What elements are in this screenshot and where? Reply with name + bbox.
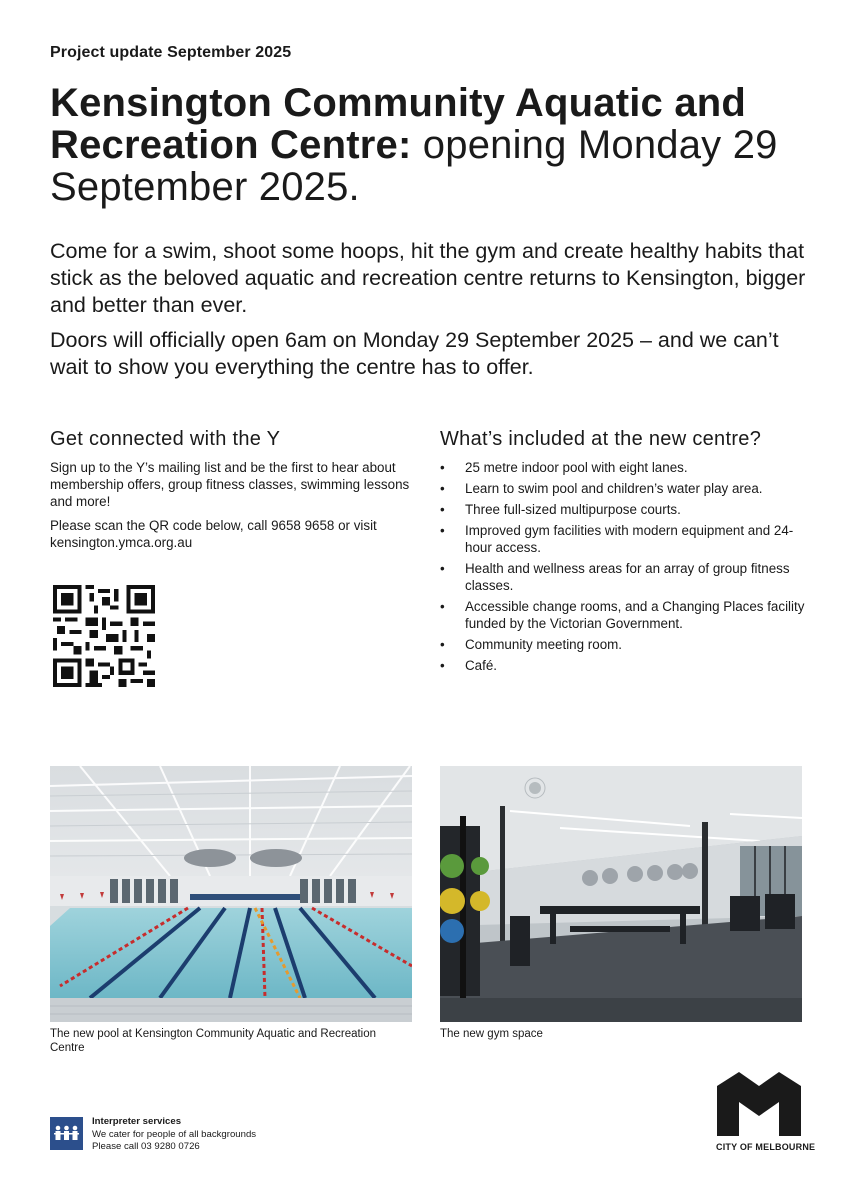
list-item-text: Three full-sized multipurpose courts. <box>465 502 681 517</box>
intro-paragraph-2: Doors will officially open 6am on Monday 29 September 2025 – and we can’t wait to show you everything the centre has to offer. <box>50 328 779 379</box>
city-of-melbourne-label: CITY OF MELBOURNE <box>716 1142 816 1152</box>
intro-paragraph-1: Come for a swim, shoot some hoops, hit the gym and create healthy habits that stick as the beloved aquatic and recreation centre returns to Kensington, bigger and better than ever. <box>50 239 806 317</box>
list-item-text: Improved gym facilities with modern equipment and 24-hour access. <box>465 523 794 555</box>
bullet: • <box>440 481 445 496</box>
list-item <box>440 522 810 556</box>
list-item <box>440 480 810 497</box>
list-item <box>440 636 810 653</box>
bullet: • <box>440 599 445 614</box>
list-item-text: Community meeting room. <box>465 637 623 652</box>
intro <box>50 238 810 389</box>
pool-photo <box>50 766 412 1022</box>
list-item <box>440 501 810 518</box>
interpreter-title: Interpreter services <box>92 1116 182 1127</box>
gym-photo <box>440 766 802 1022</box>
list-item-text: Learn to swim pool and children’s water play area. <box>465 481 763 496</box>
qr-code[interactable] <box>53 585 155 687</box>
bullet: • <box>440 460 445 475</box>
city-of-melbourne-logo-icon <box>717 1072 801 1136</box>
feature-list <box>440 459 810 674</box>
included-heading: What’s included at the new centre? <box>440 428 762 450</box>
page-title <box>50 82 810 208</box>
list-item <box>440 657 810 674</box>
interpreter-line-2: Please call 03 9280 0726 <box>92 1141 200 1152</box>
interpreter-line-1: We cater for people of all backgrounds <box>92 1128 257 1140</box>
eyebrow: Project update September 2025 <box>50 44 292 61</box>
pool-caption: The new pool at Kensington Community Aquatic and Recreation Centre <box>50 1028 377 1054</box>
gym-caption: The new gym space <box>440 1028 543 1040</box>
list-item-text: Health and wellness areas for an array of group fitness classes. <box>465 561 790 593</box>
bullet: • <box>440 523 445 538</box>
connect-paragraph-1: Sign up to the Y’s mailing list and be the first to hear about membership offers, group fitness classes, swimming lessons and more! <box>50 460 410 509</box>
title-bold: Kensington Community Aquatic and Recreation Centre: <box>50 81 747 167</box>
list-item <box>440 598 810 632</box>
connect-heading: Get connected with the Y <box>50 428 281 450</box>
connect-paragraph-2: Please scan the QR code below, call 9658 9658 or visit kensington.ymca.org.au <box>50 518 377 550</box>
list-item-text: Café. <box>465 658 498 673</box>
bullet: • <box>440 561 445 576</box>
connect-section <box>50 426 415 551</box>
list-item-text: 25 metre indoor pool with eight lanes. <box>465 460 688 475</box>
list-item <box>440 459 810 476</box>
list-item <box>440 560 810 594</box>
included-section <box>440 426 810 678</box>
bullet: • <box>440 658 445 673</box>
list-item-text: Accessible change rooms, and a Changing Places facility funded by the Victorian Government. <box>465 599 805 631</box>
interpreter-people-icon <box>50 1117 83 1150</box>
title-light: opening Monday 29 September 2025. <box>50 123 778 209</box>
bullet: • <box>440 637 445 652</box>
bullet: • <box>440 502 445 517</box>
